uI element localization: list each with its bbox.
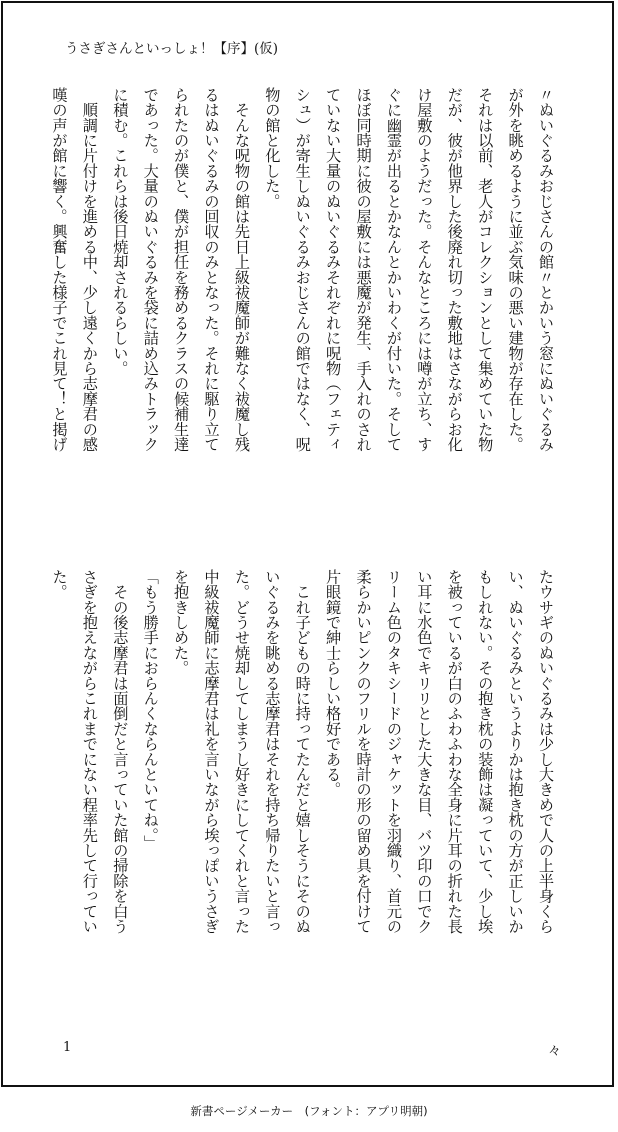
top-text-block xyxy=(50,87,561,527)
text-line: ていない大量のぬいぐるみそれぞれに呪物（フェティ xyxy=(324,87,343,452)
footer-credit: 新書ページメーカー (フォント：アプリ明朝) xyxy=(190,1104,428,1118)
text-line: るはぬいぐるみの回収のみとなった。それに駆り立て xyxy=(202,87,221,452)
text-line: られたのが僕と、僕が担任を務めるクラスの候補生達 xyxy=(172,87,191,452)
text-line: 物の館と化した。 xyxy=(263,87,282,209)
text-line: 片眼鏡で紳士らしい格好である。 xyxy=(324,569,343,797)
text-line: 〃ぬいぐるみおじさんの館〃とかいう窓にぬいぐるみ xyxy=(537,87,555,452)
text-line: いぐるみを眺める志摩君はそれを持ち帰りたいと言っ xyxy=(263,569,282,934)
page-title: うさぎさんといっしょ！【序】(仮) xyxy=(65,41,279,57)
text-line: 「もう勝手におらんくならんといてね。」 xyxy=(141,569,160,851)
text-line: だが、彼が他界した後廃れ切った敷地はさながらお化 xyxy=(445,87,464,452)
text-line: を抱きしめた。 xyxy=(172,569,191,676)
page-number: 1 xyxy=(63,1040,72,1055)
text-line: 柔らかいピンクのフリルを時計の形の留め具を付けて xyxy=(354,569,373,934)
text-line: ほぼ同時期に彼の屋敷には悪魔が発生、手入れのされ xyxy=(354,87,373,452)
text-line: もしれない。その抱き枕の装飾は凝っていて、少し埃 xyxy=(476,569,495,934)
text-line: い耳に水色でキリリとした大きな目、バツ印の口でク xyxy=(415,569,434,934)
page-frame xyxy=(1,1,614,1087)
text-line: であった。大量のぬいぐるみを袋に詰め込みトラック xyxy=(141,87,160,452)
text-line: に積む。これらは後日焼却されるらしい。 xyxy=(111,87,130,376)
text-line: 嘆の声が館に響く。興奮した様子でこれ見て！と掲げ xyxy=(50,87,69,452)
text-line: そんな呪物の館は先日上級祓魔師が難なく祓魔し残 xyxy=(232,87,251,452)
text-line: シュ）が寄生しぬいぐるみおじさんの館ではなく、呪 xyxy=(293,87,312,452)
text-line: 中級祓魔師に志摩君は礼を言いながら埃っぽいうさぎ xyxy=(202,569,221,934)
text-line: その後志摩君は面倒だと言っていた館の掃除を白う xyxy=(111,569,130,934)
text-line: た。どうせ焼却してしまうし好きにしてくれと言った xyxy=(232,569,251,934)
page-mark: 々 xyxy=(548,1044,562,1059)
text-line: ぐに幽霊が出るとかなんとかいわくが付いた。そして xyxy=(384,87,403,452)
text-line: それは以前、老人がコレクションとして集めていた物 xyxy=(476,87,495,452)
text-line: 順調に片付けを進める中、少し遠くから志摩君の感 xyxy=(80,87,99,452)
text-line: これ子どもの時に持ってたんだと嬉しそうにそのぬ xyxy=(293,569,312,934)
text-line: が外を眺めるように並ぶ気味の悪い建物が存在した。 xyxy=(506,87,525,452)
text-line: け屋敷のようだった。そんなところには噂が立ち、す xyxy=(415,87,434,452)
text-line: い、ぬいぐるみというよりかは抱き枕の方が正しいか xyxy=(506,569,525,934)
bottom-text-block xyxy=(50,569,561,1009)
text-line: リーム色のタキシードのジャケットを羽織り、首元の xyxy=(384,569,403,934)
text-line: さぎを抱えながらこれまでにない程率先して行ってい xyxy=(80,569,99,934)
text-line: を被っているが白のふわふわな全身に片耳の折れた長 xyxy=(445,569,464,934)
text-line: た。 xyxy=(50,569,69,600)
text-line: たウサギのぬいぐるみは少し大きめで人の上半身くら xyxy=(537,569,555,934)
